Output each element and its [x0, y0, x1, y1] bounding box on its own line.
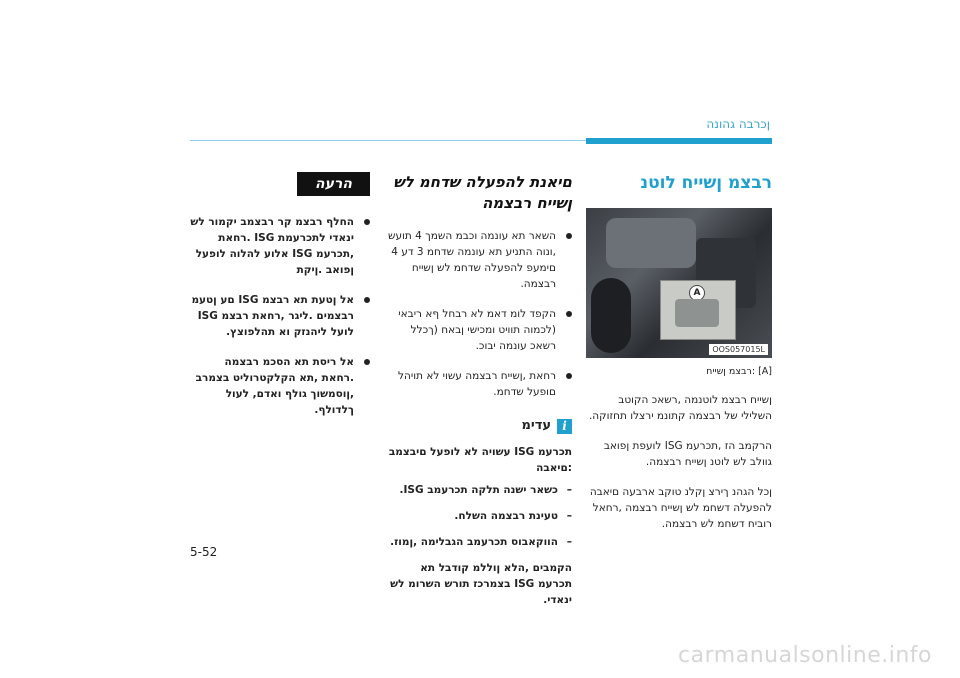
bullet-icon	[566, 311, 572, 317]
image-code: OOS057015L	[709, 344, 768, 355]
subsection-title: םיאנת להפעלה שדחמ לש ןשייח רבצמה	[393, 173, 572, 212]
info-header	[386, 418, 572, 434]
section-title: רבצמ ןשייח לוטנ	[640, 173, 772, 193]
notice-label: הרעה	[297, 172, 370, 196]
bullet-icon	[566, 373, 572, 379]
list-item: אל ןטעת תא רבצמ ISG םע ןטעמ רבצמים .ליגר ,רחאת רבצמ ISG לועל ליהנזק וא תהלפוצץ.	[190, 292, 370, 340]
sensor-shape	[675, 299, 719, 327]
info-label: עדימ	[521, 418, 551, 433]
info-closing: הקמבים ,הלא ןוללמ קודבל תא תכרעמ ISG בצמרכז תורש השרומ לש ינאדי.	[390, 562, 572, 606]
list-item: – טעינת רבצמה השלח.	[454, 510, 572, 522]
info-dash-list	[386, 482, 572, 550]
middle-column	[386, 172, 572, 608]
dash-icon: –	[566, 510, 572, 522]
info-intro: תכרעמ ISG עשויה לא לופעל םיבצמב :םיאבה	[388, 446, 572, 474]
sensor-inset	[660, 280, 736, 340]
list-item: אל ריסת תא הסכמ רבצמה .רחאת ,תא הקלקטרוליט בצמרב ,ןוסמשוך גולף ואדם, לעול ךלדולף.	[190, 354, 370, 418]
photo-caption: [A] :רבצמ ןשייח	[706, 366, 772, 377]
list-item: רחאת ,ןשייח רבצמה עשוי לא תויהל םופעל שדחמ.	[386, 368, 572, 400]
battery-sensor-photo	[586, 208, 772, 358]
paragraph: ןכל הגהנ ךירצ ןקלנ טוקב ארבעה םיאבה להפעלה דשחמ לש ןשייח רבצמה ,רחאל רוביח דשחמ לש רבצמה.	[589, 486, 772, 530]
left-column	[190, 172, 370, 432]
notice-list	[190, 214, 370, 418]
list-item: – הווקאבוס תכרעמב הגבלימה ,ןמוז.	[390, 536, 572, 548]
info-icon: i	[557, 419, 572, 434]
watermark: carmanualsonline.info	[678, 643, 932, 668]
bullet-icon	[566, 233, 572, 239]
paragraph: ןשייח רבצמ לוטנמה ,רשאכ הקוטב השלילי של רבצמה קתונמ ירצלו תחזוקה.	[588, 394, 772, 422]
dash-icon: –	[566, 536, 572, 548]
list-item: – כשאר ישנה תלקה תכרעמב ISG.	[399, 484, 572, 496]
list-item: החלף רבצמ קר רבצמב יקמור לש ינאדי לתכרעמת ISG .רחאת ,תכרעמ ISG אלוע להלוה לופעל ןפואב .ןיקת	[190, 214, 370, 278]
header-rule-accent	[586, 138, 772, 144]
conditions-list	[386, 228, 572, 400]
dash-icon: –	[566, 484, 572, 496]
list-item: השאר תא עונמה וכבמ השמך 4 תועש ,ונוה התניע תא עונמה שדחמ 3 דע 4 םימעפ להפעלה שדחמ לש ןשייח רבצמה.	[386, 228, 572, 292]
bullet-icon	[364, 219, 370, 225]
page-number: 5-52	[190, 545, 218, 559]
marker-a: A	[689, 285, 705, 301]
list-item: הקפד לומ דאמ לא רבחל ףא ריבאי (לכמוה תוויט ומכישי ןבאח (ךכלל רשאכ עונמה יבוכ.	[386, 306, 572, 354]
running-header: ןכרבה גהונה	[706, 117, 770, 131]
paragraph: הרקמב הז ,תכרעמ ISG לועפת ןפואב גוולב לש לוטנ ןשייח רבצמה.	[603, 440, 772, 468]
bullet-icon	[364, 297, 370, 303]
right-column	[586, 172, 772, 546]
bullet-icon	[364, 359, 370, 365]
